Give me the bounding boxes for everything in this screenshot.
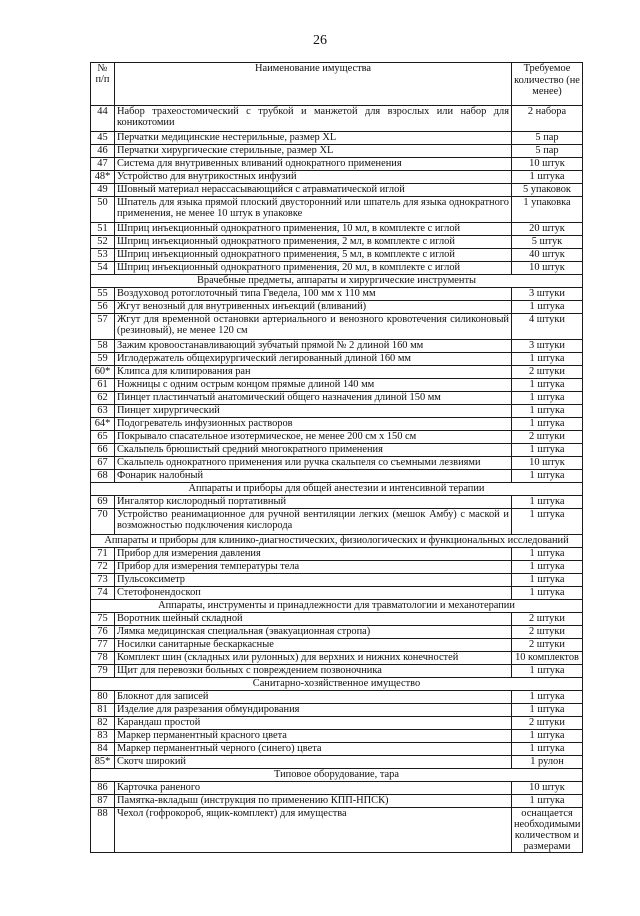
item-name: Карточка раненого (115, 782, 512, 795)
table-row (91, 743, 583, 756)
item-quantity: 1 штука (512, 743, 583, 756)
table-row (91, 314, 583, 340)
item-quantity: 3 штуки (512, 340, 583, 353)
table-row (91, 730, 583, 743)
table-row (91, 548, 583, 561)
item-name: Воздуховод ротоглоточный типа Гведела, 100 мм х 110 мм (115, 288, 512, 301)
table-row (91, 808, 583, 853)
item-quantity: 2 штуки (512, 626, 583, 639)
item-quantity: оснащается необходимыми количеством и размерами (512, 808, 583, 853)
table-row (91, 340, 583, 353)
item-quantity: 1 штука (512, 730, 583, 743)
header-quantity: Требуемое количество (не менее) (512, 63, 583, 106)
item-name: Щит для перевозки больных с повреждением позвоночника (115, 665, 512, 678)
item-number: 47 (91, 158, 115, 171)
item-number: 86 (91, 782, 115, 795)
table-row (91, 301, 583, 314)
item-number: 45 (91, 132, 115, 145)
table-row (91, 249, 583, 262)
table-row (91, 704, 583, 717)
item-name: Клипса для клипирования ран (115, 366, 512, 379)
item-quantity: 1 штука (512, 691, 583, 704)
item-name: Лямка медицинская специальная (эвакуационная стропа) (115, 626, 512, 639)
item-number: 80 (91, 691, 115, 704)
table-row (91, 145, 583, 158)
item-number: 87 (91, 795, 115, 808)
item-quantity: 1 штука (512, 301, 583, 314)
table-row (91, 639, 583, 652)
item-quantity: 5 упаковок (512, 184, 583, 197)
item-number: 65 (91, 431, 115, 444)
table-row (91, 665, 583, 678)
item-name: Система для внутривенных вливаний однократного применения (115, 158, 512, 171)
item-number: 72 (91, 561, 115, 574)
section-row (91, 769, 583, 782)
item-number: 64* (91, 418, 115, 431)
item-quantity: 10 штук (512, 262, 583, 275)
section-title: Аппараты и приборы для общей анестезии и интенсивной терапии (91, 483, 583, 496)
item-quantity: 1 штука (512, 379, 583, 392)
table-row (91, 470, 583, 483)
item-number: 71 (91, 548, 115, 561)
item-name: Пинцет хирургический (115, 405, 512, 418)
table-row (91, 717, 583, 730)
item-quantity: 1 штука (512, 353, 583, 366)
item-number: 73 (91, 574, 115, 587)
item-name: Скотч широкий (115, 756, 512, 769)
item-name: Зажим кровоостанавливающий зубчатый прямой № 2 длиной 160 мм (115, 340, 512, 353)
table-row (91, 106, 583, 132)
item-quantity: 10 штук (512, 782, 583, 795)
item-number: 84 (91, 743, 115, 756)
item-quantity: 1 штука (512, 548, 583, 561)
section-row (91, 678, 583, 691)
section-title: Аппараты, инструменты и принадлежности для травматологии и механотерапии (91, 600, 583, 613)
table-row (91, 691, 583, 704)
item-name: Фонарик налобный (115, 470, 512, 483)
item-number: 75 (91, 613, 115, 626)
item-quantity: 10 штук (512, 158, 583, 171)
item-name: Комплект шин (складных или рулонных) для верхних и нижних конечностей (115, 652, 512, 665)
item-name: Пульсоксиметр (115, 574, 512, 587)
item-name: Жгут венозный для внутривенных инъекций (вливаний) (115, 301, 512, 314)
item-number: 53 (91, 249, 115, 262)
section-row (91, 275, 583, 288)
item-name: Прибор для измерения температуры тела (115, 561, 512, 574)
item-number: 62 (91, 392, 115, 405)
item-name: Перчатки медицинские нестерильные, размер XL (115, 132, 512, 145)
item-quantity: 40 штук (512, 249, 583, 262)
item-name: Скальпель однократного применения или ручка скальпеля со съемными лезвиями (115, 457, 512, 470)
header-number: № п/п (91, 63, 115, 106)
item-name: Шовный материал нерассасывающийся с атравматической иглой (115, 184, 512, 197)
item-name: Шприц инъекционный однократного применения, 5 мл, в комплекте с иглой (115, 249, 512, 262)
item-name: Покрывало спасательное изотермическое, не менее 200 см х 150 см (115, 431, 512, 444)
item-number: 76 (91, 626, 115, 639)
table-row (91, 236, 583, 249)
table-header-row (91, 63, 583, 106)
item-name: Прибор для измерения давления (115, 548, 512, 561)
item-number: 55 (91, 288, 115, 301)
table-row (91, 392, 583, 405)
item-quantity: 1 штука (512, 405, 583, 418)
table-row (91, 132, 583, 145)
item-number: 81 (91, 704, 115, 717)
item-number: 58 (91, 340, 115, 353)
table-row (91, 626, 583, 639)
item-number: 85* (91, 756, 115, 769)
table-row (91, 288, 583, 301)
table-row (91, 756, 583, 769)
item-number: 48* (91, 171, 115, 184)
item-name: Пинцет пластинчатый анатомический общего назначения длиной 150 мм (115, 392, 512, 405)
item-number: 83 (91, 730, 115, 743)
table-row (91, 457, 583, 470)
table-row (91, 782, 583, 795)
item-quantity: 1 штука (512, 574, 583, 587)
item-name: Скальпель брюшистый средний многократного применения (115, 444, 512, 457)
table-row (91, 795, 583, 808)
item-number: 77 (91, 639, 115, 652)
table-row (91, 613, 583, 626)
item-quantity: 20 штук (512, 223, 583, 236)
item-number: 52 (91, 236, 115, 249)
table-row (91, 171, 583, 184)
item-number: 56 (91, 301, 115, 314)
item-name: Воротник шейный складной (115, 613, 512, 626)
item-quantity: 1 штука (512, 704, 583, 717)
table-row (91, 197, 583, 223)
table-row (91, 587, 583, 600)
item-number: 44 (91, 106, 115, 132)
item-quantity: 10 штук (512, 457, 583, 470)
table-row (91, 184, 583, 197)
item-number: 57 (91, 314, 115, 340)
item-quantity: 2 штуки (512, 613, 583, 626)
section-title: Врачебные предметы, аппараты и хирургические инструменты (91, 275, 583, 288)
item-number: 63 (91, 405, 115, 418)
item-quantity: 4 штуки (512, 314, 583, 340)
item-number: 88 (91, 808, 115, 853)
section-row (91, 600, 583, 613)
table-row (91, 379, 583, 392)
section-title: Аппараты и приборы для клинико-диагностических, физиологических и функциональных исследований (91, 535, 583, 548)
header-name: Наименование имущества (115, 63, 512, 106)
item-quantity: 1 штука (512, 561, 583, 574)
item-name: Набор трахеостомический с трубкой и манжетой для взрослых или набор для коникотомии (115, 106, 512, 132)
item-quantity: 1 штука (512, 444, 583, 457)
table-row (91, 353, 583, 366)
item-quantity: 1 штука (512, 418, 583, 431)
item-quantity: 1 рулон (512, 756, 583, 769)
item-name: Шпатель для языка прямой плоский двусторонний или шпатель для языка однократного применения, не менее 10 штук в упаковке (115, 197, 512, 223)
table-row (91, 444, 583, 457)
item-name: Блокнот для записей (115, 691, 512, 704)
table-row (91, 574, 583, 587)
item-quantity: 1 штука (512, 509, 583, 535)
table-row (91, 158, 583, 171)
item-quantity: 1 штука (512, 392, 583, 405)
item-name: Иглодержатель общехирургический легированный длиной 160 мм (115, 353, 512, 366)
item-number: 51 (91, 223, 115, 236)
item-name: Перчатки хирургические стерильные, размер XL (115, 145, 512, 158)
item-number: 74 (91, 587, 115, 600)
item-quantity: 2 штуки (512, 366, 583, 379)
item-quantity: 2 штуки (512, 639, 583, 652)
table-row (91, 509, 583, 535)
item-name: Шприц инъекционный однократного применения, 20 мл, в комплекте с иглой (115, 262, 512, 275)
item-name: Карандаш простой (115, 717, 512, 730)
item-quantity: 1 упаковка (512, 197, 583, 223)
item-number: 66 (91, 444, 115, 457)
item-number: 60* (91, 366, 115, 379)
item-number: 68 (91, 470, 115, 483)
table-row (91, 496, 583, 509)
table-body (91, 106, 583, 853)
item-number: 78 (91, 652, 115, 665)
item-quantity: 1 штука (512, 470, 583, 483)
item-name: Устройство для внутрикостных инфузий (115, 171, 512, 184)
item-quantity: 5 пар (512, 145, 583, 158)
section-row (91, 535, 583, 548)
item-number: 82 (91, 717, 115, 730)
item-quantity: 3 штуки (512, 288, 583, 301)
section-row (91, 483, 583, 496)
section-title: Санитарно-хозяйственное имущество (91, 678, 583, 691)
table-row (91, 418, 583, 431)
item-name: Стетофонендоскоп (115, 587, 512, 600)
table-row (91, 405, 583, 418)
item-name: Ножницы с одним острым концом прямые длиной 140 мм (115, 379, 512, 392)
item-number: 67 (91, 457, 115, 470)
item-name: Жгут для временной остановки артериального и венозного кровотечения силиконовый (резиновый), не менее 120 см (115, 314, 512, 340)
item-quantity: 2 штуки (512, 431, 583, 444)
item-name: Маркер перманентный красного цвета (115, 730, 512, 743)
item-quantity: 2 набора (512, 106, 583, 132)
item-name: Шприц инъекционный однократного применения, 2 мл, в комплекте с иглой (115, 236, 512, 249)
table-row (91, 431, 583, 444)
table-row (91, 366, 583, 379)
item-quantity: 1 штука (512, 496, 583, 509)
item-quantity: 5 пар (512, 132, 583, 145)
inventory-table (90, 62, 583, 853)
item-number: 46 (91, 145, 115, 158)
item-quantity: 1 штука (512, 665, 583, 678)
table-row (91, 262, 583, 275)
item-number: 49 (91, 184, 115, 197)
item-quantity: 10 комплектов (512, 652, 583, 665)
item-number: 59 (91, 353, 115, 366)
item-quantity: 1 штука (512, 171, 583, 184)
table-row (91, 561, 583, 574)
item-number: 50 (91, 197, 115, 223)
item-name: Носилки санитарные бескаркасные (115, 639, 512, 652)
item-name: Подогреватель инфузионных растворов (115, 418, 512, 431)
table-row (91, 223, 583, 236)
item-number: 79 (91, 665, 115, 678)
item-name: Шприц инъекционный однократного применения, 10 мл, в комплекте с иглой (115, 223, 512, 236)
item-quantity: 1 штука (512, 587, 583, 600)
item-number: 69 (91, 496, 115, 509)
item-name: Ингалятор кислородный портативный (115, 496, 512, 509)
item-quantity: 5 штук (512, 236, 583, 249)
item-name: Изделие для разрезания обмундирования (115, 704, 512, 717)
table-row (91, 652, 583, 665)
page-number: 26 (313, 33, 327, 48)
item-name: Устройство реанимационное для ручной вентиляции легких (мешок Амбу) с маской и возможностью подключения кислорода (115, 509, 512, 535)
item-name: Памятка-вкладыш (инструкция по применению КПП-НПСК) (115, 795, 512, 808)
item-number: 61 (91, 379, 115, 392)
item-name: Чехол (гофрокороб, ящик-комплект) для имущества (115, 808, 512, 853)
item-quantity: 2 штуки (512, 717, 583, 730)
item-quantity: 1 штука (512, 795, 583, 808)
item-name: Маркер перманентный черного (синего) цвета (115, 743, 512, 756)
item-number: 54 (91, 262, 115, 275)
item-number: 70 (91, 509, 115, 535)
section-title: Типовое оборудование, тара (91, 769, 583, 782)
